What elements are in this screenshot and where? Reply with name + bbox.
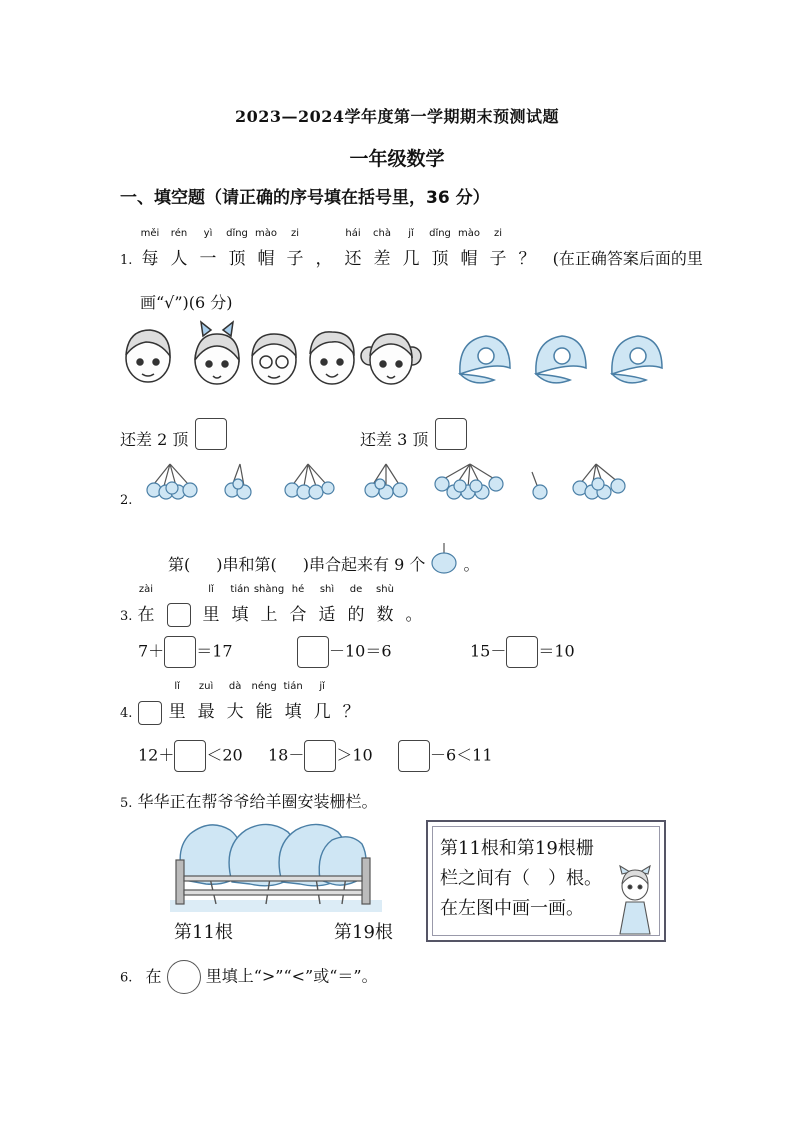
answer-box-a[interactable] [195, 418, 227, 450]
question-6 [120, 960, 378, 994]
question-number: 1. [120, 253, 133, 268]
equation-3c [470, 636, 575, 668]
pinyin-char: 顶 dǐng [226, 228, 248, 269]
child-face-icon [310, 332, 354, 384]
inline-box-icon [138, 701, 162, 725]
pinyin-char: 顶 dǐng [429, 228, 451, 269]
question-2-sentence [168, 541, 480, 575]
question-number: 3. [120, 609, 133, 624]
eq-part: 12＋ [138, 745, 175, 765]
option-b-label: 还差 3 顶 [360, 430, 429, 449]
pinyin-char: 子 zi [489, 228, 507, 269]
eq-part: 18－ [268, 745, 305, 765]
question-1-tail: (在正确答案后面的里 [552, 249, 703, 268]
pinyin-char: 适 shì [318, 584, 336, 625]
pinyin-char: 里 lǐ [202, 584, 220, 625]
instruction-note-box [426, 820, 666, 942]
pinyin-char: ？ [518, 249, 536, 269]
child-face-icon [195, 322, 239, 384]
label-post-11: 第11根 [174, 922, 233, 943]
circle-blank-icon [167, 960, 201, 994]
eq-part: －6＜11 [430, 745, 493, 765]
equation-4c [398, 740, 493, 772]
pinyin-label: shàng [253, 584, 285, 595]
pinyin-char: 。 [405, 605, 423, 625]
pinyin-char: 一 yì [199, 228, 217, 269]
pinyin-label: shù [376, 584, 394, 595]
inline-box-icon [167, 603, 191, 627]
label-post-19: 第19根 [334, 922, 393, 943]
question-5 [120, 789, 378, 812]
exam-title: 2023—2024学年度第一学期期末预测试题 [234, 107, 560, 126]
pinyin-char: 几 jǐ [313, 681, 331, 722]
pinyin-char: 合 hé [289, 584, 307, 625]
pinyin-label: dǐng [226, 228, 248, 239]
equation-4a [138, 740, 243, 772]
pinyin-char: 最 zuì [197, 681, 215, 722]
question-number: 2. [120, 493, 133, 508]
pinyin-char: 在 zài [137, 584, 155, 625]
q2-part-c: )串合起来有 9 个 [302, 555, 426, 574]
fence-post-icon [176, 860, 184, 904]
cherry-bunches-illustration [140, 458, 640, 508]
child-face-icon [126, 330, 170, 382]
cherry-bunch-icon [435, 464, 503, 499]
pinyin-char: 数 shù [376, 584, 394, 625]
question-number: 6. [120, 970, 133, 986]
fence-post-icon [362, 858, 370, 904]
eq-part: ＝17 [196, 641, 233, 661]
cherry-bunch-icon [365, 464, 407, 499]
pinyin-char: 每 měi [140, 228, 160, 269]
fence-trees-illustration [170, 820, 382, 920]
pinyin-label: néng [251, 681, 277, 692]
pinyin-label: mào [255, 228, 277, 239]
pinyin-char: 几 jǐ [402, 228, 420, 269]
pinyin-label: měi [140, 228, 160, 239]
cap-icon [612, 336, 662, 383]
pinyin-label: jǐ [408, 228, 414, 239]
option-a [120, 418, 227, 450]
pinyin-label: chà [373, 228, 391, 239]
answer-box[interactable] [398, 740, 430, 772]
cap-icon [536, 336, 586, 383]
pinyin-label: dà [228, 681, 242, 692]
pinyin-char: 帽 mào [458, 228, 480, 269]
pinyin-label: zài [138, 584, 154, 595]
answer-box[interactable] [297, 636, 329, 668]
question-5-text: 华华正在帮爷爷给羊圈安装栅栏。 [137, 792, 378, 811]
note-line: 在左图中画一画。 [440, 898, 584, 919]
pinyin-char: 子 zi [286, 228, 304, 269]
question-3-text [137, 584, 435, 625]
answer-box[interactable] [304, 740, 336, 772]
pinyin-char: 帽 mào [255, 228, 277, 269]
pinyin-label: lǐ [174, 681, 180, 692]
question-4-text [168, 681, 372, 722]
pinyin-char: 填 tián [283, 681, 303, 722]
q6-part-a: 在 [145, 966, 162, 986]
pinyin-label: zi [493, 228, 503, 239]
equation-3a [138, 636, 233, 668]
cherry-bunch-icon [532, 472, 547, 499]
pinyin-label: shì [319, 584, 335, 595]
eq-part: ＞10 [336, 745, 373, 765]
kids-and-caps-illustration [118, 320, 678, 400]
q2-end: 。 [463, 555, 480, 574]
question-number: 5. [120, 796, 133, 811]
eq-part: 15－ [470, 641, 507, 661]
pinyin-label: zi [290, 228, 300, 239]
pinyin-char: 填 tián [230, 584, 250, 625]
eq-part: －10＝6 [329, 641, 392, 661]
pinyin-label: de [349, 584, 363, 595]
pinyin-char: 里 lǐ [168, 681, 186, 722]
note-line: 第11根和第19根栅 [440, 838, 594, 859]
pinyin-label: tián [230, 584, 250, 595]
answer-box[interactable] [174, 740, 206, 772]
equation-4b [268, 740, 373, 772]
option-b [360, 418, 467, 450]
pinyin-label: jǐ [319, 681, 325, 692]
cherry-bunch-icon [285, 464, 334, 499]
equation-3b [297, 636, 392, 668]
question-1-text [140, 228, 548, 269]
pinyin-char: ？ [342, 702, 360, 722]
pinyin-label: zuì [198, 681, 214, 692]
note-line: 栏之间有（ ）根。 [440, 868, 602, 889]
pinyin-label: yì [203, 228, 213, 239]
question-3 [120, 584, 435, 627]
pinyin-label: mào [458, 228, 480, 239]
cherry-icon [430, 541, 458, 575]
section-heading: 一、填空题（请正确的序号填在括号里，36 分） [120, 188, 490, 208]
child-face-icon [252, 334, 296, 384]
cherry-bunch-icon [225, 464, 251, 499]
pinyin-label: hái [345, 228, 361, 239]
exam-subtitle: 一年级数学 [349, 148, 445, 170]
pinyin-char: 差 chà [373, 228, 391, 269]
girl-figure-icon [612, 860, 658, 938]
answer-box[interactable] [506, 636, 538, 668]
pinyin-label: tián [283, 681, 303, 692]
cherry-bunch-icon [573, 464, 625, 499]
child-face-icon [361, 334, 421, 384]
pinyin-char: 的 de [347, 584, 365, 625]
pinyin-char: 人 rén [170, 228, 188, 269]
question-number: 4. [120, 706, 133, 721]
pinyin-label: hé [291, 584, 305, 595]
q2-part-b: )串和第( [216, 555, 277, 574]
pinyin-char: 大 dà [226, 681, 244, 722]
answer-box[interactable] [164, 636, 196, 668]
pinyin-label: rén [170, 228, 188, 239]
question-4 [120, 681, 372, 725]
cherry-bunch-icon [147, 464, 197, 499]
eq-part: ＝10 [538, 641, 575, 661]
pinyin-char: 还 hái [344, 228, 362, 269]
pinyin-label: lǐ [208, 584, 214, 595]
q2-part-a: 第( [168, 555, 191, 574]
pinyin-char: ， [315, 249, 333, 269]
pinyin-char: 能 néng [251, 681, 277, 722]
question-1-line2: 画“√”)(6 分) [140, 293, 233, 312]
cap-icon [460, 336, 510, 383]
answer-box-b[interactable] [435, 418, 467, 450]
pinyin-char [167, 603, 191, 627]
pinyin-label: dǐng [429, 228, 451, 239]
question-1 [120, 228, 703, 269]
q6-part-b: 里填上“>”“<”或“＝”。 [205, 966, 378, 986]
eq-part: ＜20 [206, 745, 243, 765]
pinyin-char: 上 shàng [253, 584, 285, 625]
option-a-label: 还差 2 顶 [120, 430, 189, 449]
eq-part: 7＋ [138, 641, 165, 661]
